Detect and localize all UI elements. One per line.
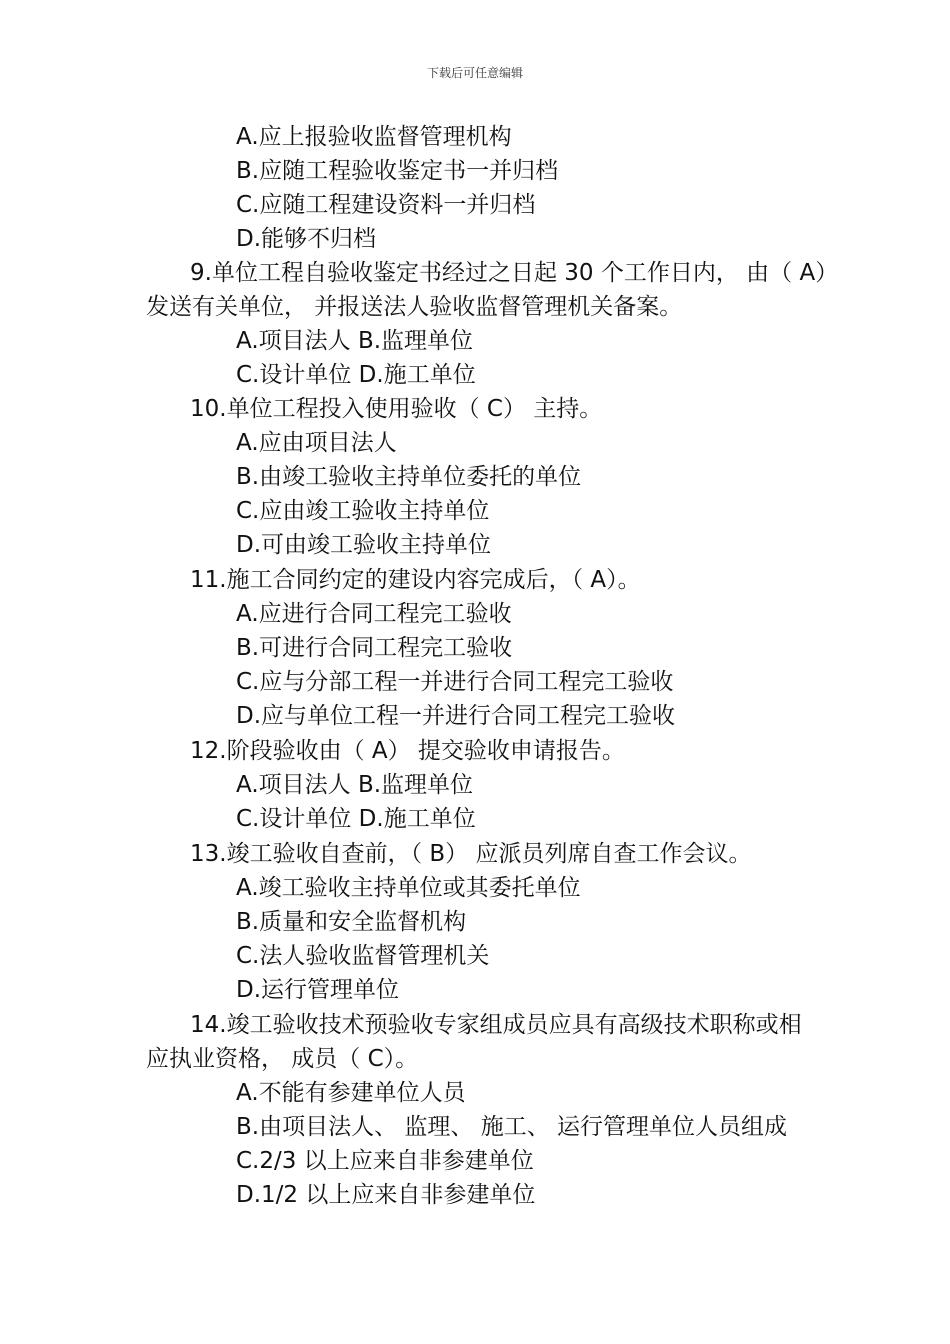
q12-options-ab: A.项目法人 B.监理单位 (236, 772, 474, 798)
page-header: 下载后可任意编辑 (426, 66, 523, 80)
q10-option-c: C.应由竣工验收主持单位 (236, 498, 490, 524)
q10-option-b: B.由竣工验收主持单位委托的单位 (236, 464, 582, 490)
q11-option-b: B.可进行合同工程完工验收 (236, 635, 513, 661)
q10-stem: 10.单位工程投入使用验收（ C） 主持。 (190, 396, 603, 422)
q11-option-c: C.应与分部工程一并进行合同工程完工验收 (236, 669, 674, 695)
q9-stem-line1: 9.单位工程自验收鉴定书经过之日起 30 个工作日内， 由（ A） (190, 260, 839, 286)
prev-option-c: C.应随工程建设资料一并归档 (236, 192, 536, 218)
prev-option-d: D.能够不归档 (236, 226, 377, 252)
q13-option-d: D.运行管理单位 (236, 977, 400, 1003)
prev-option-b: B.应随工程验收鉴定书一并归档 (236, 158, 559, 184)
q14-stem-line2: 应执业资格， 成员（ C）。 (146, 1046, 419, 1072)
q12-options-cd: C.设计单位 D.施工单位 (236, 806, 476, 832)
q14-option-a: A.不能有参建单位人员 (236, 1080, 466, 1106)
q10-option-d: D.可由竣工验收主持单位 (236, 532, 492, 558)
q14-option-c: C.2/3 以上应来自非参建单位 (236, 1148, 534, 1174)
q9-stem-line2: 发送有关单位， 并报送法人验收监督管理机关备案。 (146, 294, 683, 320)
q14-stem-line1: 14.竣工验收技术预验收专家组成员应具有高级技术职称或相 (190, 1012, 802, 1038)
q11-stem: 11.施工合同约定的建设内容完成后，（ A）。 (190, 567, 641, 593)
prev-option-a: A.应上报验收监督管理机构 (236, 124, 512, 150)
q9-options-cd: C.设计单位 D.施工单位 (236, 362, 476, 388)
q11-option-d: D.应与单位工程一并进行合同工程完工验收 (236, 703, 676, 729)
q13-stem: 13.竣工验收自查前，（ B） 应派员列席自查工作会议。 (190, 841, 752, 867)
q13-option-c: C.法人验收监督管理机关 (236, 943, 490, 969)
q13-option-b: B.质量和安全监督机构 (236, 909, 467, 935)
q12-stem: 12.阶段验收由（ A） 提交验收申请报告。 (190, 738, 625, 764)
q9-options-ab: A.项目法人 B.监理单位 (236, 328, 474, 354)
q14-option-b: B.由项目法人、 监理、 施工、 运行管理单位人员组成 (236, 1114, 788, 1140)
q13-option-a: A.竣工验收主持单位或其委托单位 (236, 875, 581, 901)
q11-option-a: A.应进行合同工程完工验收 (236, 601, 512, 627)
q14-option-d: D.1/2 以上应来自非参建单位 (236, 1182, 536, 1208)
q10-option-a: A.应由项目法人 (236, 430, 397, 456)
